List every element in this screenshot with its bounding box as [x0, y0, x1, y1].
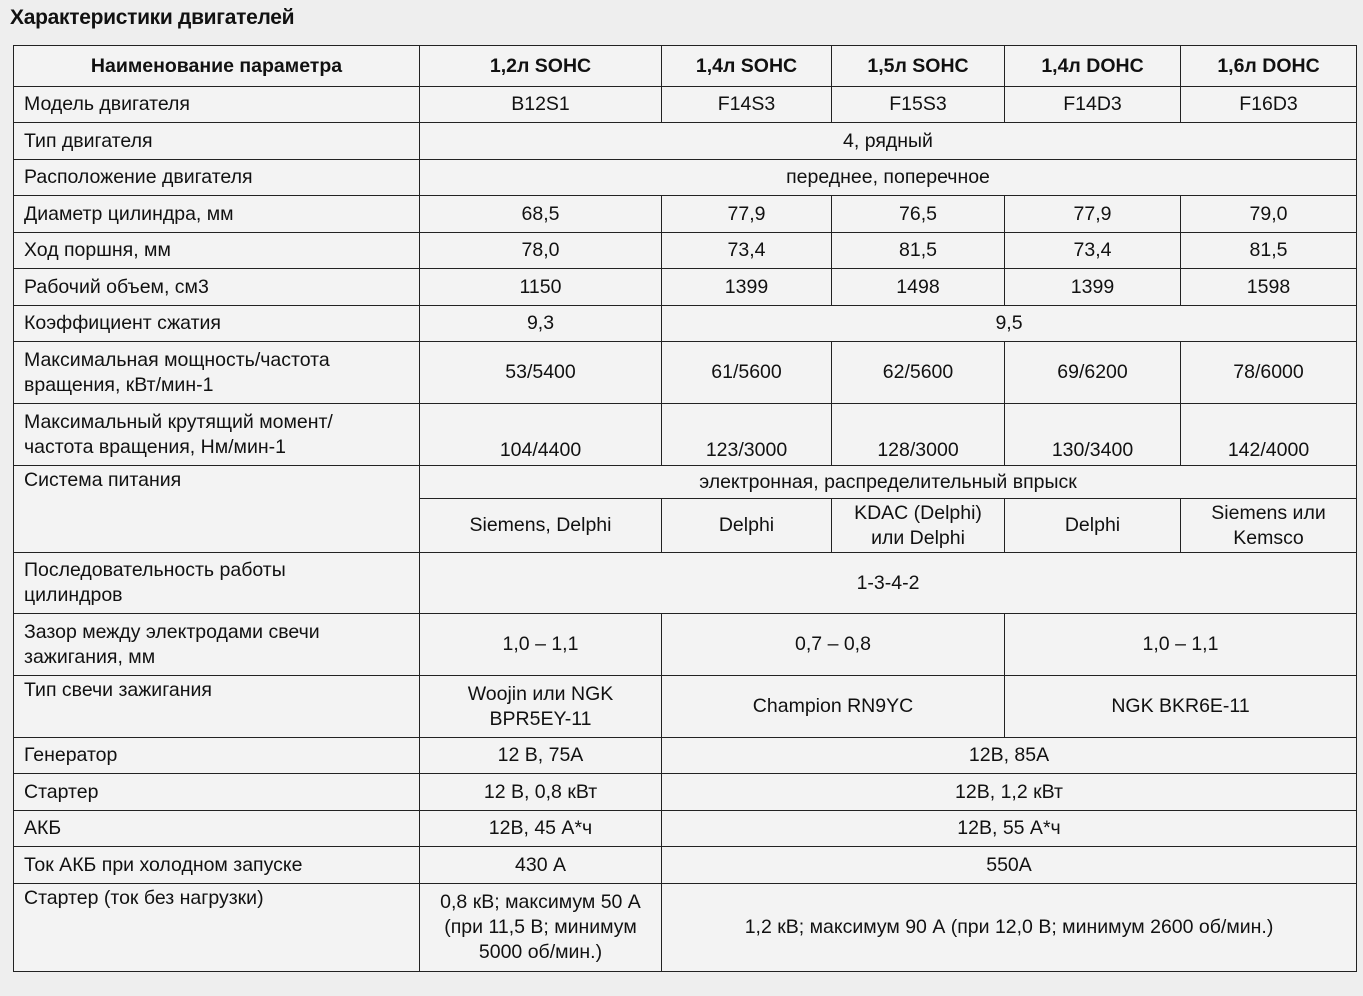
cell-value: 69/6200: [1005, 342, 1181, 404]
header-row: [14, 46, 1357, 87]
table-row: [14, 233, 1357, 269]
cell-value: 4, рядный: [420, 123, 1357, 160]
cell-value: 12 В, 75А: [420, 738, 662, 774]
cell-line: 0,8 кВ; максимум 50 А: [440, 891, 641, 913]
cell-value: 12В, 85А: [662, 738, 1357, 774]
header-param: Наименование параметра: [14, 46, 420, 87]
cell-value: 78,0: [420, 233, 662, 269]
page-title: Характеристики двигателей: [10, 6, 295, 29]
row-label: Расположение двигателя: [14, 160, 420, 196]
cell-value: [420, 676, 662, 738]
row-label: Модель двигателя: [14, 87, 420, 123]
row-label: Коэффициент сжатия: [14, 306, 420, 342]
cell-value: 1-3-4-2: [420, 553, 1357, 614]
row-label: Система питания: [14, 466, 420, 553]
table-row: [14, 676, 1357, 738]
cell-value: 79,0: [1181, 196, 1357, 233]
row-label-line: Максимальная мощность/частота: [24, 348, 330, 371]
cell-value: 12 В, 0,8 кВт: [420, 774, 662, 811]
header-engine: 1,4л DOHC: [1005, 46, 1181, 87]
row-label-line: цилиндров: [24, 584, 123, 606]
cell-line: Kemsco: [1233, 526, 1304, 549]
row-label: [14, 553, 420, 614]
cell-value: 53/5400: [420, 342, 662, 404]
cell-value: 1,2 кВ; максимум 90 А (при 12,0 В; минимум 2600 об/мин.): [662, 884, 1357, 972]
cell-value: [1181, 499, 1357, 553]
cell-value: 0,7 – 0,8: [662, 614, 1005, 676]
table-row: [14, 466, 1357, 499]
cell-value: 12В, 55 А*ч: [662, 811, 1357, 847]
cell-value: B12S1: [420, 87, 662, 123]
table-row: [14, 269, 1357, 306]
cell-value: 430 А: [420, 847, 662, 884]
table-row: [14, 774, 1357, 811]
row-label: АКБ: [14, 811, 420, 847]
cell-value: 77,9: [1005, 196, 1181, 233]
cell-value: 128/3000: [832, 404, 1005, 466]
row-label: Стартер: [14, 774, 420, 811]
row-label-line: Зазор между электродами свечи: [24, 620, 320, 643]
cell-value: 62/5600: [832, 342, 1005, 404]
cell-value: F14S3: [662, 87, 832, 123]
table-row: [14, 738, 1357, 774]
header-engine: 1,6л DOHC: [1181, 46, 1357, 87]
cell-value: 68,5: [420, 196, 662, 233]
row-label: Тип свечи зажигания: [14, 676, 420, 738]
cell-value: [420, 884, 662, 972]
cell-line: 5000 об/мин.): [478, 941, 603, 963]
cell-value: 1150: [420, 269, 662, 306]
cell-value: 142/4000: [1181, 404, 1357, 466]
cell-value: 81,5: [832, 233, 1005, 269]
cell-value: 1598: [1181, 269, 1357, 306]
table-row: [14, 553, 1357, 614]
row-label-line: Максимальный крутящий момент/: [24, 410, 333, 433]
cell-value: 77,9: [662, 196, 832, 233]
cell-line: или Delphi: [871, 526, 965, 549]
cell-value: 104/4400: [420, 404, 662, 466]
cell-value: 12В, 45 А*ч: [420, 811, 662, 847]
cell-value: 73,4: [1005, 233, 1181, 269]
table-row: [14, 196, 1357, 233]
row-label: Ход поршня, мм: [14, 233, 420, 269]
table-row: [14, 847, 1357, 884]
row-label: Тип двигателя: [14, 123, 420, 160]
cell-line: KDAC (Delphi): [854, 501, 982, 524]
row-label: [14, 404, 420, 466]
cell-value: 1,0 – 1,1: [420, 614, 662, 676]
row-label: Ток АКБ при холодном запуске: [14, 847, 420, 884]
cell-value: 76,5: [832, 196, 1005, 233]
cell-value: 81,5: [1181, 233, 1357, 269]
table-row: [14, 87, 1357, 123]
cell-value: 550А: [662, 847, 1357, 884]
cell-value: Delphi: [662, 499, 832, 553]
table-row: [14, 123, 1357, 160]
cell-value: 78/6000: [1181, 342, 1357, 404]
cell-value: 9,3: [420, 306, 662, 342]
row-label-line: Последовательность работы: [24, 559, 286, 581]
row-label: [14, 614, 420, 676]
cell-value: F14D3: [1005, 87, 1181, 123]
table-row: [14, 614, 1357, 676]
cell-value: 61/5600: [662, 342, 832, 404]
cell-value: Siemens, Delphi: [420, 499, 662, 553]
cell-value: 130/3400: [1005, 404, 1181, 466]
row-label: Генератор: [14, 738, 420, 774]
cell-value: 123/3000: [662, 404, 832, 466]
engine-spec-table: [13, 45, 1357, 972]
cell-value: 1,0 – 1,1: [1005, 614, 1357, 676]
row-label-line: зажигания, мм: [24, 645, 156, 668]
row-label: Стартер (ток без нагрузки): [14, 884, 420, 972]
table-row: [14, 306, 1357, 342]
cell-value: F16D3: [1181, 87, 1357, 123]
cell-value: NGK BKR6E-11: [1005, 676, 1357, 738]
cell-value: Champion RN9YC: [662, 676, 1005, 738]
cell-line: BPR5EY-11: [489, 707, 592, 730]
cell-line: Woojin или NGK: [467, 682, 614, 705]
cell-value: 1399: [1005, 269, 1181, 306]
table-row: [14, 404, 1357, 466]
header-engine: 1,4л SOHC: [662, 46, 832, 87]
cell-value: [832, 499, 1005, 553]
cell-value: 9,5: [662, 306, 1357, 342]
cell-value: 1399: [662, 269, 832, 306]
cell-value: переднее, поперечное: [420, 160, 1357, 196]
cell-value: 1498: [832, 269, 1005, 306]
cell-value: 12В, 1,2 кВт: [662, 774, 1357, 811]
cell-line: (при 11,5 В; минимум: [444, 916, 637, 938]
header-engine: 1,5л SOHC: [832, 46, 1005, 87]
table-row: [14, 884, 1357, 972]
cell-value: F15S3: [832, 87, 1005, 123]
row-label: Рабочий объем, см3: [14, 269, 420, 306]
row-label-line: вращения, кВт/мин-1: [24, 373, 214, 396]
table-row: [14, 160, 1357, 196]
row-label-line: частота вращения, Нм/мин-1: [24, 435, 286, 458]
row-label: Диаметр цилиндра, мм: [14, 196, 420, 233]
cell-value: 73,4: [662, 233, 832, 269]
row-label: [14, 342, 420, 404]
cell-line: Siemens или: [1211, 501, 1326, 524]
cell-value: электронная, распределительный впрыск: [420, 466, 1357, 499]
cell-value: Delphi: [1005, 499, 1181, 553]
table-row: [14, 342, 1357, 404]
table-row: [14, 811, 1357, 847]
header-engine: 1,2л SOHC: [420, 46, 662, 87]
